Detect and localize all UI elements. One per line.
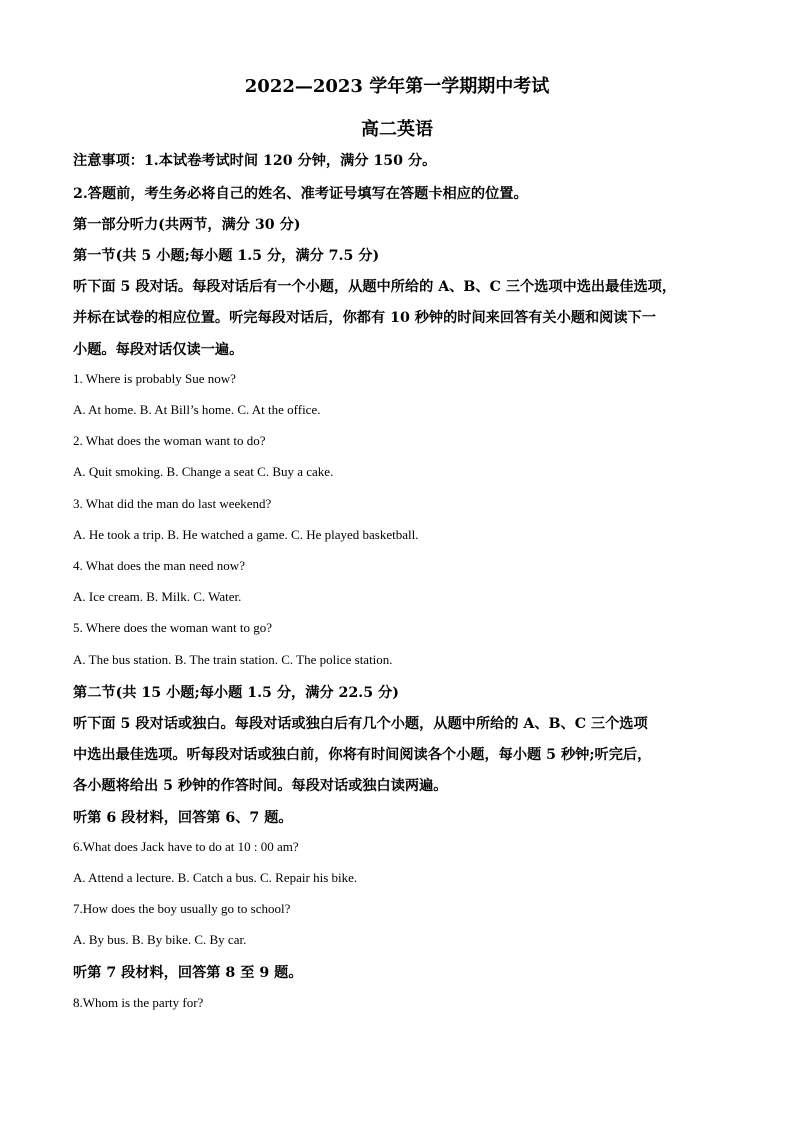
question-2: 2. What does the woman want to do? (73, 433, 266, 448)
question-2-options: A. Quit smoking. B. Change a seat C. Buy a cake. (73, 464, 334, 479)
question-1-options: A. At home. B. At Bill’s home. C. At the office. (73, 402, 321, 417)
question-6: 6.What does Jack have to do at 10 : 00 am? (73, 839, 299, 854)
question-7-options: A. By bus. B. By bike. C. By car. (73, 932, 247, 947)
question-5-options: A. The bus station. B. The train station. C. The police station. (73, 652, 393, 667)
section2-heading: 第二节(共 15 小题;每小题 1.5 分，满分 22.5 分) (73, 685, 399, 701)
section1-instruction-3: 小题。每段对话仅读一遍。 (73, 342, 244, 358)
material-6-heading: 听第 6 段材料，回答第 6、7 题。 (73, 810, 293, 826)
note-line-2: 2.答题前，考生务必将自己的姓名、准考证号填写在答题卡相应的位置。 (73, 186, 528, 202)
question-1: 1. Where is probably Sue now? (73, 371, 236, 386)
section1-instruction-1: 听下面 5 段对话。每段对话后有一个小题，从题中所给的 A、B、C 三个选项中选出最佳选项， (73, 279, 677, 295)
question-4: 4. What does the man need now? (73, 558, 245, 573)
page-subtitle: 高二英语 (361, 119, 433, 140)
question-8: 8.Whom is the party for? (73, 995, 204, 1010)
question-5: 5. Where does the woman want to go? (73, 620, 273, 635)
note-line-1: 注意事项：1.本试卷考试时间 120 分钟，满分 150 分。 (73, 153, 437, 169)
question-3: 3. What did the man do last weekend? (73, 496, 272, 511)
section1-heading: 第一节(共 5 小题;每小题 1.5 分，满分 7.5 分) (73, 248, 380, 264)
question-3-options: A. He took a trip. B. He watched a game. C. He played basketball. (73, 527, 419, 542)
page-title: 2022—2023 学年第一学期期中考试 (244, 76, 550, 97)
section1-instruction-2: 并标在试卷的相应位置。听完每段对话后，你都有 10 秒钟的时间来回答有关小题和阅读下一 (73, 310, 656, 326)
question-7: 7.How does the boy usually go to school? (73, 901, 291, 916)
section2-instruction-2: 中选出最佳选项。听每段对话或独白前，你将有时间阅读各个小题，每小题 5 秒钟;听完后， (73, 747, 652, 763)
question-4-options: A. Ice cream. B. Milk. C. Water. (73, 589, 242, 604)
question-6-options: A. Attend a lecture. B. Catch a bus. C. Repair his bike. (73, 870, 358, 885)
section2-instruction-3: 各小题将给出 5 秒钟的作答时间。每段对话或独白读两遍。 (73, 778, 448, 794)
part1-heading: 第一部分听力(共两节，满分 30 分) (73, 217, 301, 233)
material-7-heading: 听第 7 段材料，回答第 8 至 9 题。 (73, 965, 303, 981)
section2-instruction-1: 听下面 5 段对话或独白。每段对话或独白后有几个小题，从题中所给的 A、B、C 三个选项 (73, 716, 648, 732)
